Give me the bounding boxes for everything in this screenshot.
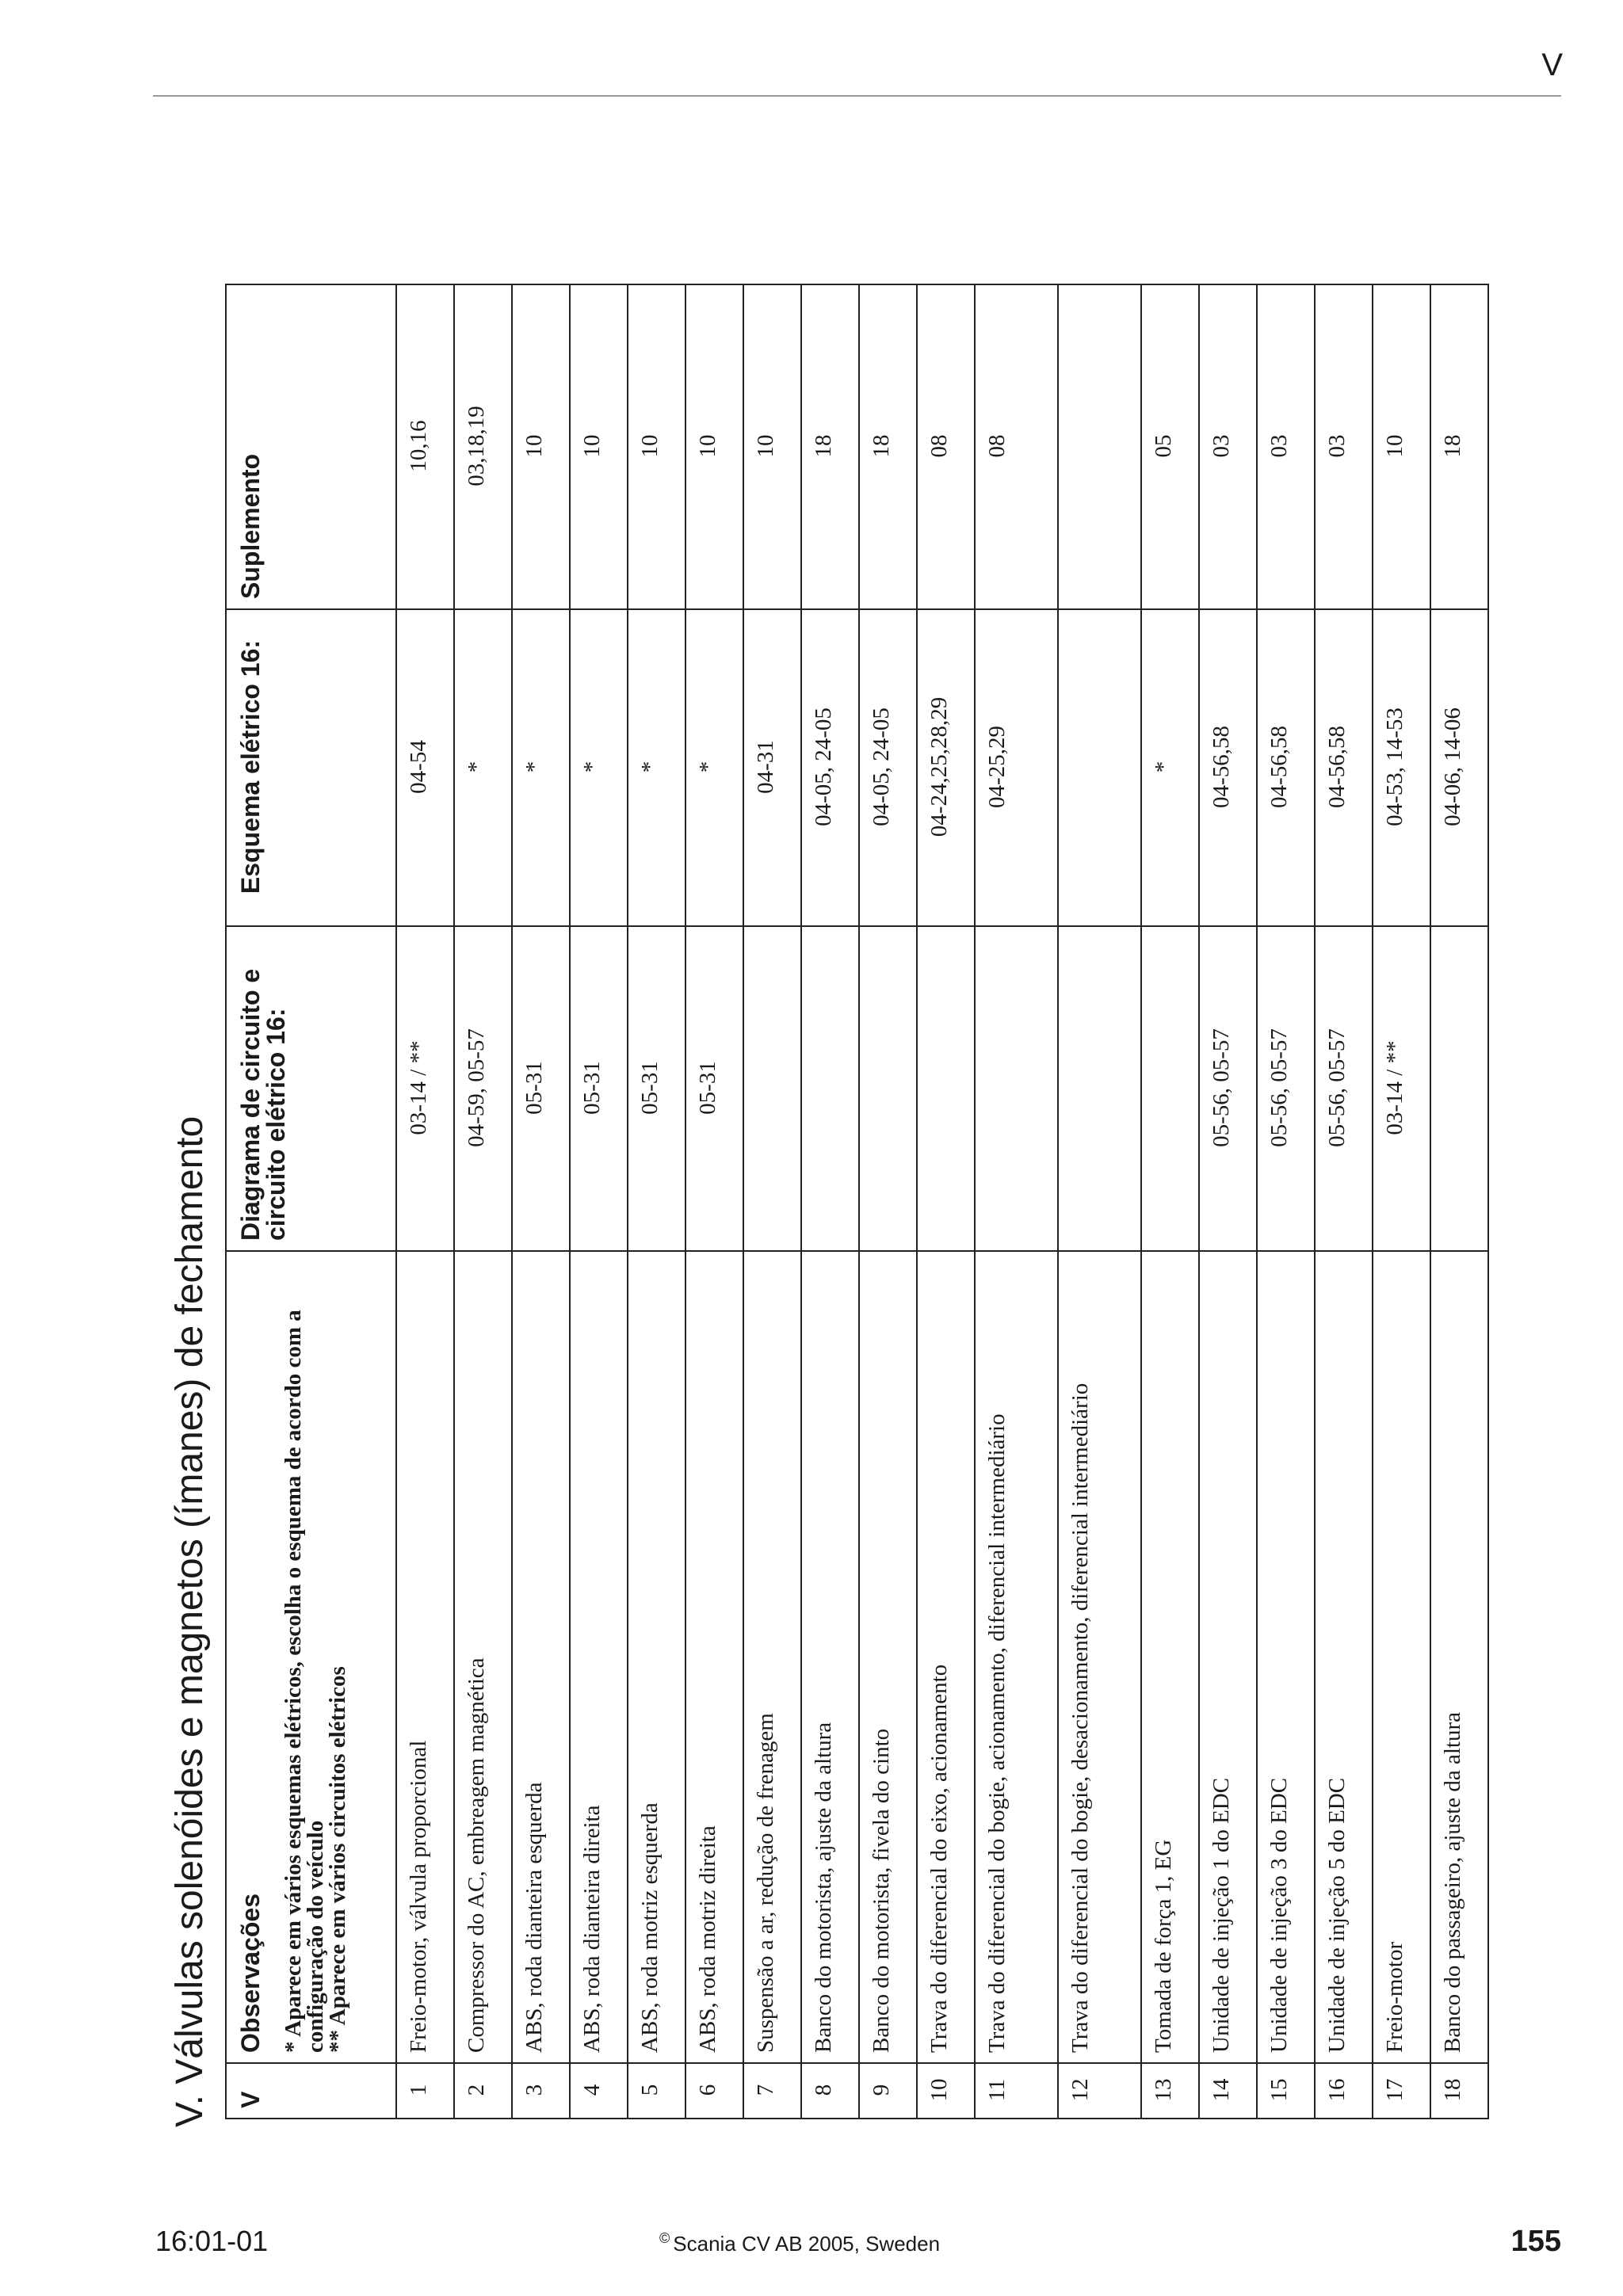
cell-diagrama: 03-14 / ** — [1373, 926, 1430, 1251]
cell-v: 6 — [685, 2063, 743, 2119]
cell-observacoes: Freio-motor — [1373, 1251, 1430, 2063]
cell-observacoes: Banco do passageiro, ajuste da altura — [1430, 1251, 1488, 2063]
cell-v: 15 — [1257, 2063, 1315, 2119]
header-diagrama: Diagrama de circuito e circuito elétrico 16: — [226, 926, 396, 1251]
cell-v: 1 — [396, 2063, 454, 2119]
cell-suplemento — [1058, 284, 1141, 609]
cell-observacoes: Unidade de injeção 5 do EDC — [1315, 1251, 1373, 2063]
cell-suplemento: 18 — [859, 284, 917, 609]
cell-observacoes: Trava do diferencial do eixo, acionamento — [917, 1251, 975, 2063]
cell-esquema: 04-06, 14-06 — [1430, 609, 1488, 926]
cell-v: 3 — [512, 2063, 570, 2119]
header-esquema: Esquema elétrico 16: — [226, 609, 396, 926]
rotated-content — [168, 242, 1499, 2127]
note-double-asterisk: ** Aparece em vários circuitos elétricos — [325, 1666, 350, 2053]
cell-diagrama: 05-56, 05-57 — [1199, 926, 1257, 1251]
table-row — [570, 284, 628, 2119]
cell-observacoes: Trava do diferencial do bogie, desacionamento, diferencial intermediário — [1058, 1251, 1141, 2063]
cell-v: 11 — [975, 2063, 1058, 2119]
cell-observacoes: Banco do motorista, fivela do cinto — [859, 1251, 917, 2063]
cell-suplemento: 08 — [975, 284, 1058, 609]
cell-suplemento: 08 — [917, 284, 975, 609]
table-row — [512, 284, 570, 2119]
table-row — [1058, 284, 1141, 2119]
cell-v: 12 — [1058, 2063, 1141, 2119]
section-letter: V — [1541, 48, 1563, 82]
cell-diagrama: 05-31 — [512, 926, 570, 1251]
cell-esquema: 04-24,25,28,29 — [917, 609, 975, 926]
cell-v: 2 — [454, 2063, 512, 2119]
cell-suplemento: 10 — [743, 284, 801, 609]
cell-v: 13 — [1141, 2063, 1199, 2119]
cell-observacoes: ABS, roda motriz direita — [685, 1251, 743, 2063]
cell-v: 10 — [917, 2063, 975, 2119]
cell-suplemento: 10 — [685, 284, 743, 609]
cell-esquema — [1058, 609, 1141, 926]
cell-suplemento: 03,18,19 — [454, 284, 512, 609]
cell-diagrama — [975, 926, 1058, 1251]
cell-esquema: * — [1141, 609, 1199, 926]
table-row — [1373, 284, 1430, 2119]
cell-diagrama — [917, 926, 975, 1251]
cell-suplemento: 18 — [801, 284, 859, 609]
cell-diagrama — [1141, 926, 1199, 1251]
cell-suplemento: 10 — [512, 284, 570, 609]
cell-v: 7 — [743, 2063, 801, 2119]
table-row — [454, 284, 512, 2119]
notes — [282, 1260, 349, 2053]
cell-esquema: 04-56,58 — [1315, 609, 1373, 926]
cell-suplemento: 05 — [1141, 284, 1199, 609]
cell-diagrama: 05-56, 05-57 — [1257, 926, 1315, 1251]
cell-esquema: * — [685, 609, 743, 926]
header-observacoes-label: Observações — [236, 1893, 265, 2053]
cell-esquema: 04-56,58 — [1199, 609, 1257, 926]
footer-copyright — [659, 2230, 940, 2256]
cell-observacoes: ABS, roda dianteira direita — [570, 1251, 628, 2063]
cell-v: 9 — [859, 2063, 917, 2119]
cell-suplemento: 10 — [628, 284, 685, 609]
cell-esquema: 04-56,58 — [1257, 609, 1315, 926]
cell-v: 18 — [1430, 2063, 1488, 2119]
cell-esquema: 04-53, 14-53 — [1373, 609, 1430, 926]
note-single-asterisk: * Aparece em vários esquemas elétricos, escolha o esquema de acordo com a configuração do veículo — [281, 1310, 328, 2053]
table-row — [1315, 284, 1373, 2119]
cell-diagrama: 05-31 — [628, 926, 685, 1251]
table-row — [1141, 284, 1199, 2119]
cell-v: 14 — [1199, 2063, 1257, 2119]
solenoid-table — [225, 284, 1489, 2119]
table-row — [685, 284, 743, 2119]
cell-suplemento: 10 — [1373, 284, 1430, 609]
cell-v: 17 — [1373, 2063, 1430, 2119]
page-number: 155 — [1510, 2225, 1561, 2258]
cell-observacoes: Suspensão a ar, redução de frenagem — [743, 1251, 801, 2063]
cell-diagrama — [801, 926, 859, 1251]
cell-esquema: * — [628, 609, 685, 926]
cell-suplemento: 03 — [1257, 284, 1315, 609]
header-v: V — [226, 2063, 396, 2119]
table-row — [1430, 284, 1488, 2119]
table-row — [1257, 284, 1315, 2119]
cell-esquema: * — [454, 609, 512, 926]
cell-diagrama — [1430, 926, 1488, 1251]
table-header-row — [226, 284, 396, 2119]
copyright-symbol: © — [659, 2230, 670, 2246]
cell-v: 8 — [801, 2063, 859, 2119]
header-rule — [153, 95, 1561, 97]
table-row — [801, 284, 859, 2119]
table-row — [628, 284, 685, 2119]
cell-observacoes: Banco do motorista, ajuste da altura — [801, 1251, 859, 2063]
cell-suplemento: 03 — [1199, 284, 1257, 609]
cell-diagrama — [859, 926, 917, 1251]
header-suplemento: Suplemento — [226, 284, 396, 609]
cell-esquema: * — [570, 609, 628, 926]
cell-diagrama — [1058, 926, 1141, 1251]
cell-esquema: 04-25,29 — [975, 609, 1058, 926]
footer-code: 16:01-01 — [155, 2225, 269, 2257]
cell-v: 4 — [570, 2063, 628, 2119]
cell-suplemento: 03 — [1315, 284, 1373, 609]
cell-diagrama: 05-31 — [685, 926, 743, 1251]
cell-diagrama: 03-14 / ** — [396, 926, 454, 1251]
table-row — [859, 284, 917, 2119]
cell-observacoes: ABS, roda dianteira esquerda — [512, 1251, 570, 2063]
cell-observacoes: Tomada de força 1, EG — [1141, 1251, 1199, 2063]
cell-observacoes: Freio-motor, válvula proporcional — [396, 1251, 454, 2063]
table-row — [917, 284, 975, 2119]
cell-observacoes: Unidade de injeção 3 do EDC — [1257, 1251, 1315, 2063]
cell-v: 16 — [1315, 2063, 1373, 2119]
cell-esquema: 04-54 — [396, 609, 454, 926]
cell-diagrama — [743, 926, 801, 1251]
cell-diagrama: 05-56, 05-57 — [1315, 926, 1373, 1251]
table-row — [743, 284, 801, 2119]
cell-esquema: 04-05, 24-05 — [859, 609, 917, 926]
cell-observacoes: Compressor do AC, embreagem magnética — [454, 1251, 512, 2063]
header-observacoes — [226, 1251, 396, 2063]
cell-suplemento: 10 — [570, 284, 628, 609]
cell-observacoes: Trava do diferencial do bogie, acionamento, diferencial intermediário — [975, 1251, 1058, 2063]
cell-observacoes: Unidade de injeção 1 do EDC — [1199, 1251, 1257, 2063]
table-row — [1199, 284, 1257, 2119]
copyright-text: Scania CV AB 2005, Sweden — [673, 2232, 941, 2256]
cell-observacoes: ABS, roda motriz esquerda — [628, 1251, 685, 2063]
table-row — [975, 284, 1058, 2119]
cell-diagrama: 04-59, 05-57 — [454, 926, 512, 1251]
cell-esquema: * — [512, 609, 570, 926]
page-title: V. Válvulas solenóides e magnetos (ímanes) de fechamento — [169, 1116, 211, 2127]
cell-suplemento: 18 — [1430, 284, 1488, 609]
cell-suplemento: 10,16 — [396, 284, 454, 609]
cell-v: 5 — [628, 2063, 685, 2119]
cell-esquema: 04-31 — [743, 609, 801, 926]
cell-esquema: 04-05, 24-05 — [801, 609, 859, 926]
table-row — [396, 284, 454, 2119]
cell-diagrama: 05-31 — [570, 926, 628, 1251]
